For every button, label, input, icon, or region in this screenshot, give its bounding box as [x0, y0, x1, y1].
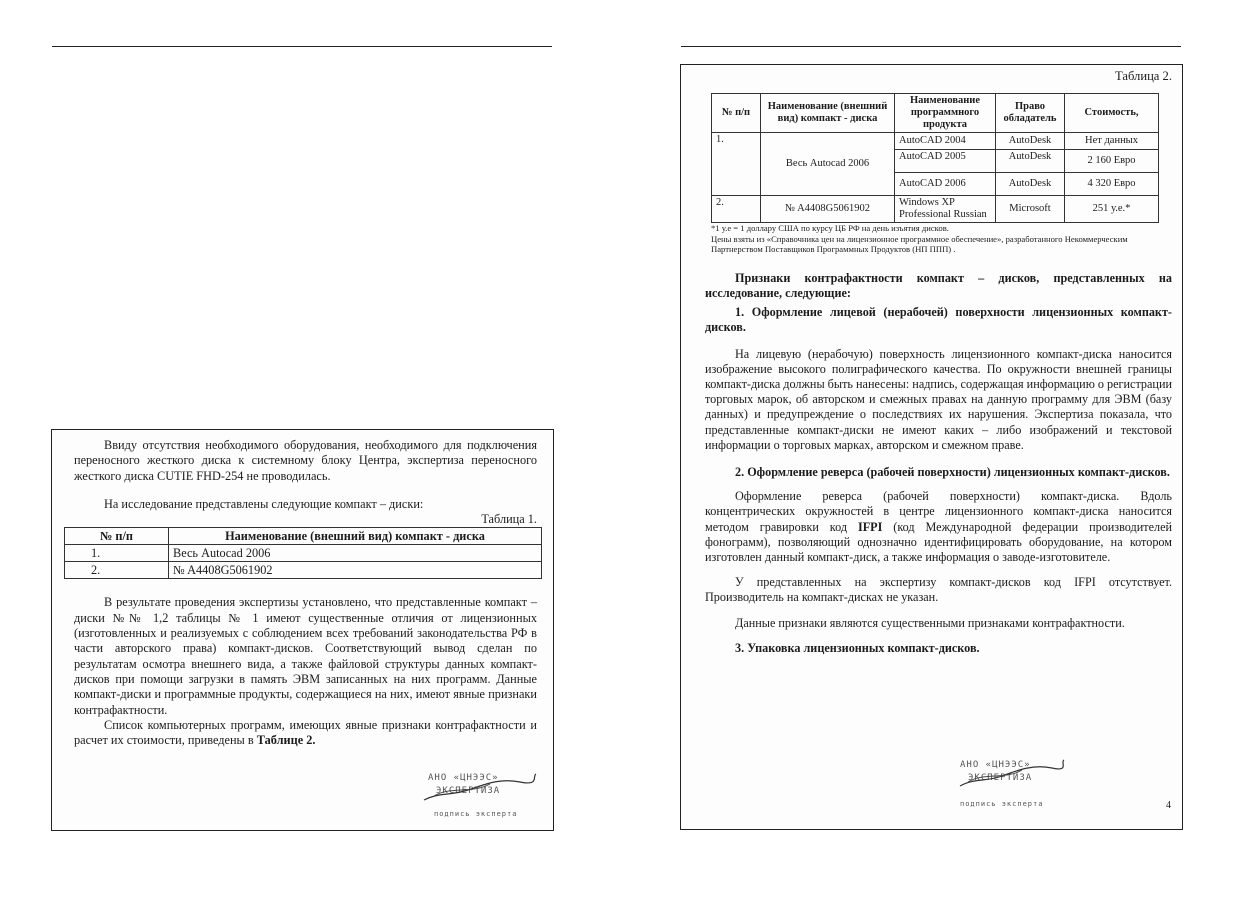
right-stamp-line1: АНО «ЦНЭЭС»: [960, 760, 1031, 770]
table2-cell-owner: AutoDesk: [996, 133, 1065, 150]
table2-cell-program: Windows XP Professional Russian: [895, 196, 996, 223]
right-header-rule: [681, 46, 1181, 47]
table1-header-name: Наименование (внешний вид) компакт - диска: [169, 528, 542, 545]
section1-text: На лицевую (нерабочую) поверхность лицензионного компакт-диска наносится изображение высокого полиграфического качества. По окружности внешней границы компакт-диска должны быть нанесены: надпись, содержащая информацию о регистрации торговых марок, об авторском и смежных правах на данную программу для ЭВМ (базу данных) и предупреждение о последствиях их нарушения. Экспертиза показала, что представленные компакт-диски не имеют каких – либо изображений и текстовой информации о торговых марках, авторском и смежном праве.: [705, 346, 1172, 452]
table1: [64, 527, 542, 579]
table2-header-owner: Право обладатель: [996, 94, 1065, 133]
section2-text2: У представленных на экспертизу компакт-дисков код IFPI отсутствует. Производитель на компакт-дисках не указан.: [705, 575, 1172, 605]
table2-cell-cost: 4 320 Евро: [1065, 173, 1159, 196]
table1-cell-name: Весь Autocad 2006: [169, 545, 542, 562]
table-row: [712, 196, 1159, 223]
table1-cell-name: № A4408G5061902: [169, 562, 542, 579]
table2-cell-no: 2.: [712, 196, 761, 223]
table2-header-disc: Наименование (внешний вид) компакт - диска: [761, 94, 895, 133]
table2-reference: Таблице 2.: [256, 733, 316, 748]
table2-caption: Таблица 2.: [1114, 69, 1172, 83]
table2-cell-cost: 251 у.е.*: [1065, 196, 1159, 223]
right-stamp-line2: ЭКСПЕРТИЗА: [968, 773, 1033, 783]
left-header-rule: [52, 46, 552, 47]
table-row: [65, 545, 542, 562]
table2-cell-owner: AutoDesk: [996, 150, 1065, 173]
left-stamp-sign-caption: подпись эксперта: [434, 810, 518, 818]
page-number: 4: [1166, 800, 1171, 811]
section2-title: 2. Оформление реверса (рабочей поверхности) лицензионных компакт-дисков.: [735, 464, 1170, 479]
table2-header-cost: Стоимость,: [1065, 94, 1159, 133]
result-paragraph: В результате проведения экспертизы установлено, что представленные компакт – диски №№ 1,2 таблицы № 1 имеют существенные отличия от лицензионных (изготовленных и реализуемых с соблюдением всех требований законодательства РФ в части авторского права) компакт-дисков. Соответствующий вывод сделан по результатам осмотра внешнего вида, а также файловой структуры данных компакт-дисков при помощи загрузки в память ЭВМ записанных на них программ. Данные компакт-диски и программные продукты, содержащиеся на них, имеют явные признаки контрафактности.: [74, 595, 537, 717]
table-row: [65, 562, 542, 579]
presented-text: На исследование представлены следующие компакт – диски:: [104, 496, 424, 511]
left-page-scan: [51, 429, 554, 831]
table2-cell-cost: 2 160 Евро: [1065, 150, 1159, 173]
section2-text: [705, 489, 1172, 565]
table2-cell-disc: № A4408G5061902: [761, 196, 895, 223]
table1-caption: Таблица 1.: [481, 512, 537, 527]
right-stamp-sign-caption: подпись эксперта: [960, 800, 1044, 808]
table2: [711, 93, 1159, 223]
left-stamp-line1: АНО «ЦНЭЭС»: [428, 773, 499, 783]
table2-cell-program: AutoCAD 2004: [895, 133, 996, 150]
table2-cell-program: AutoCAD 2005: [895, 150, 996, 173]
list-text: Список компьютерных программ, имеющих явные признаки контрафактности и расчет их стоимости, приведены в: [74, 717, 537, 748]
table1-cell-no: 1.: [65, 545, 169, 562]
table2-cell-owner: AutoDesk: [996, 173, 1065, 196]
left-stamp-line2: ЭКСПЕРТИЗА: [436, 786, 501, 796]
section1-title: 1. Оформление лицевой (нерабочей) поверхности лицензионных компакт-дисков.: [705, 305, 1172, 335]
table1-cell-no: 2.: [65, 562, 169, 579]
table2-cell-disc: Весь Autocad 2006: [761, 133, 895, 196]
footnote-prices-source: Цены взяты из «Справочника цен на лицензионное программное обеспечение», разработанного Некоммерческим Партнерством Поставщиков Программных Продуктов (НП ППП) .: [711, 233, 1128, 255]
table2-header-no: № п/п: [712, 94, 761, 133]
footnote-rate: *1 у.е = 1 доллару США по курсу ЦБ РФ на день изъятия дисков.: [711, 223, 949, 234]
list-paragraph: [74, 718, 537, 749]
table1-header-no: № п/п: [65, 528, 169, 545]
right-signature: [956, 758, 1066, 792]
section3-title: 3. Упаковка лицензионных компакт-дисков.: [735, 640, 980, 655]
table2-cell-owner: Microsoft: [996, 196, 1065, 223]
intro-paragraph: Ввиду отсутствия необходимого оборудования, необходимого для подключения переносного жесткого диска к системному блоку Центра, экспертиза переносного жесткого диска CUTIE FHD-254 не проводилась.: [74, 438, 537, 483]
features-heading: Признаки контрафактности компакт – дисков, представленных на исследование, следующие:: [705, 270, 1172, 300]
right-page-scan: [680, 64, 1183, 830]
section2-text-b: (код Международной федерации производителей фонограмм), позволяющий однозначно идентифицировать оборудование, на котором изготовлен данный компакт-диск, а также информация о заводе-изготовителе.: [705, 519, 1173, 564]
section2-ifpi: IFPI: [857, 519, 883, 534]
table-row: [712, 133, 1159, 150]
section2-text3: Данные признаки являются существенными признаками контрафактности.: [735, 615, 1125, 630]
table2-header-program: Наименование программного продукта: [895, 94, 996, 133]
table2-cell-cost: Нет данных: [1065, 133, 1159, 150]
left-signature: [420, 772, 540, 806]
table2-cell-no: 1.: [712, 133, 761, 196]
section2-text-a: Оформление реверса (рабочей поверхности) компакт-диска. Вдоль концентрических окружностей в центре лицензионного компакт-диска наносится методом гравировки код: [705, 489, 1172, 534]
table2-cell-program: AutoCAD 2006: [895, 173, 996, 196]
